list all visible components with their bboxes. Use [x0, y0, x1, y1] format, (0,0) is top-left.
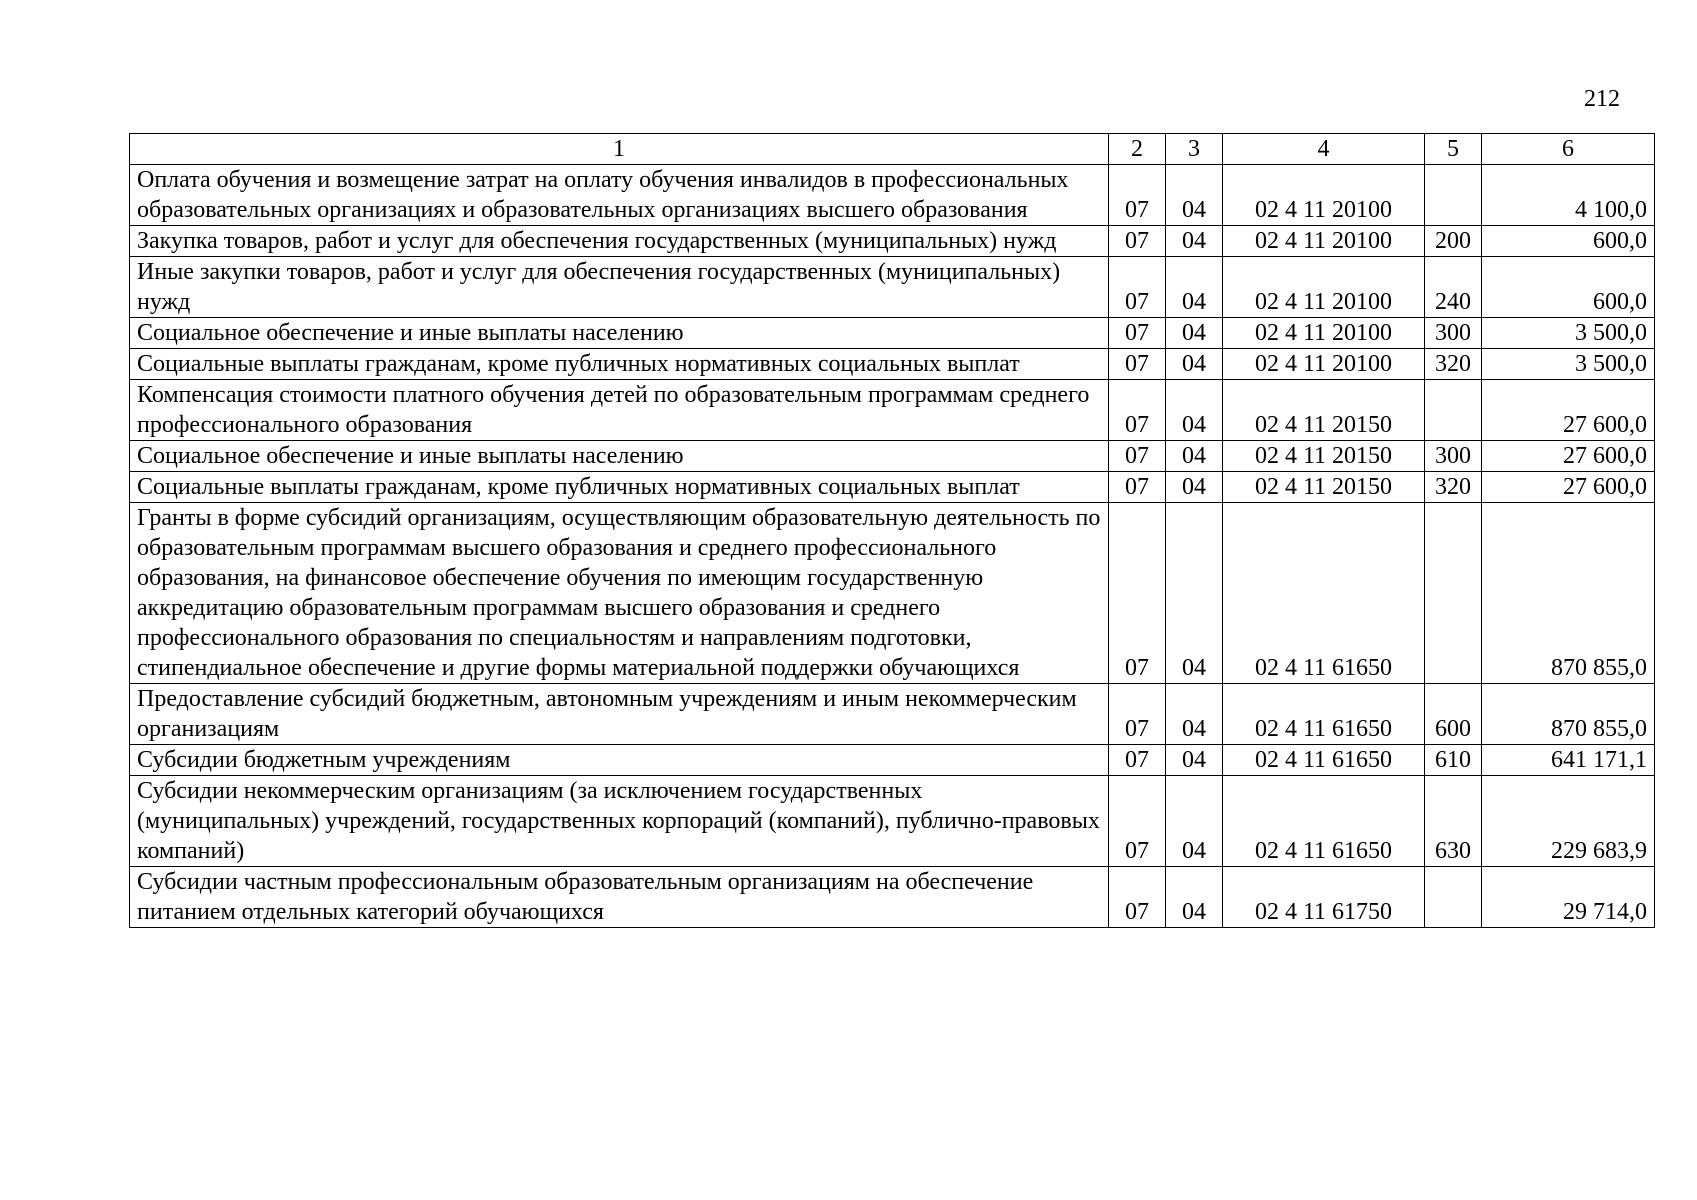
row-target-article: 02 4 11 20100 — [1223, 165, 1425, 226]
row-target-article: 02 4 11 20150 — [1223, 441, 1425, 472]
row-name: Субсидии некоммерческим организациям (за исключением государственных (муниципальных) учреждений, государственных корпораций (компаний), публично-правовых компаний) — [130, 776, 1109, 867]
table-row — [130, 776, 1655, 867]
table-row — [130, 684, 1655, 745]
table-row — [130, 257, 1655, 318]
row-expense-type: 320 — [1425, 349, 1482, 380]
row-section: 07 — [1109, 684, 1166, 745]
row-section: 07 — [1109, 745, 1166, 776]
row-target-article: 02 4 11 61650 — [1223, 684, 1425, 745]
row-section: 07 — [1109, 226, 1166, 257]
row-name: Социальные выплаты гражданам, кроме публичных нормативных социальных выплат — [130, 472, 1109, 503]
table-row — [130, 318, 1655, 349]
row-target-article: 02 4 11 61650 — [1223, 503, 1425, 684]
row-amount: 27 600,0 — [1482, 380, 1655, 441]
row-target-article: 02 4 11 20150 — [1223, 380, 1425, 441]
table-row — [130, 441, 1655, 472]
row-section: 07 — [1109, 257, 1166, 318]
row-subsection: 04 — [1166, 776, 1223, 867]
row-amount: 3 500,0 — [1482, 349, 1655, 380]
row-target-article: 02 4 11 20100 — [1223, 318, 1425, 349]
row-amount: 600,0 — [1482, 257, 1655, 318]
header-cell-2: 2 — [1109, 134, 1166, 165]
row-name: Иные закупки товаров, работ и услуг для обеспечения государственных (муниципальных) нужд — [130, 257, 1109, 318]
row-subsection: 04 — [1166, 349, 1223, 380]
table-row — [130, 380, 1655, 441]
row-amount: 27 600,0 — [1482, 441, 1655, 472]
table-row — [130, 165, 1655, 226]
row-name: Предоставление субсидий бюджетным, автономным учреждениям и иным некоммерческим организациям — [130, 684, 1109, 745]
row-expense-type: 610 — [1425, 745, 1482, 776]
row-section: 07 — [1109, 441, 1166, 472]
header-cell-6: 6 — [1482, 134, 1655, 165]
table-row — [130, 745, 1655, 776]
row-amount: 27 600,0 — [1482, 472, 1655, 503]
row-name: Гранты в форме субсидий организациям, осуществляющим образовательную деятельность по образовательным программам высшего образования и среднего профессионального образования, на финансовое обеспечение обучения по имеющим государственную аккредитацию образовательным программам высшего образования и среднего профессионального образования по специальностям и направлениям подготовки, стипендиальное обеспечение и другие формы материальной поддержки обучающихся — [130, 503, 1109, 684]
row-amount: 4 100,0 — [1482, 165, 1655, 226]
row-subsection: 04 — [1166, 867, 1223, 928]
row-subsection: 04 — [1166, 684, 1223, 745]
table-row — [130, 472, 1655, 503]
header-cell-3: 3 — [1166, 134, 1223, 165]
row-section: 07 — [1109, 165, 1166, 226]
row-target-article: 02 4 11 61650 — [1223, 776, 1425, 867]
row-subsection: 04 — [1166, 380, 1223, 441]
row-subsection: 04 — [1166, 257, 1223, 318]
row-expense-type: 630 — [1425, 776, 1482, 867]
row-expense-type: 200 — [1425, 226, 1482, 257]
row-expense-type: 240 — [1425, 257, 1482, 318]
row-target-article: 02 4 11 20100 — [1223, 257, 1425, 318]
row-amount: 870 855,0 — [1482, 503, 1655, 684]
row-section: 07 — [1109, 503, 1166, 684]
row-section: 07 — [1109, 380, 1166, 441]
row-amount: 600,0 — [1482, 226, 1655, 257]
row-expense-type: 300 — [1425, 318, 1482, 349]
row-target-article: 02 4 11 61750 — [1223, 867, 1425, 928]
header-cell-1: 1 — [130, 134, 1109, 165]
row-name: Компенсация стоимости платного обучения детей по образовательным программам среднего профессионального образования — [130, 380, 1109, 441]
row-target-article: 02 4 11 61650 — [1223, 745, 1425, 776]
row-expense-type: 320 — [1425, 472, 1482, 503]
header-cell-5: 5 — [1425, 134, 1482, 165]
row-section: 07 — [1109, 318, 1166, 349]
row-amount: 641 171,1 — [1482, 745, 1655, 776]
row-expense-type — [1425, 165, 1482, 226]
row-name: Субсидии частным профессиональным образовательным организациям на обеспечение питанием отдельных категорий обучающихся — [130, 867, 1109, 928]
row-expense-type — [1425, 503, 1482, 684]
row-subsection: 04 — [1166, 441, 1223, 472]
row-name: Оплата обучения и возмещение затрат на оплату обучения инвалидов в профессиональных образовательных организациях и образовательных организациях высшего образования — [130, 165, 1109, 226]
row-amount: 3 500,0 — [1482, 318, 1655, 349]
row-name: Социальные выплаты гражданам, кроме публичных нормативных социальных выплат — [130, 349, 1109, 380]
row-section: 07 — [1109, 349, 1166, 380]
row-expense-type — [1425, 380, 1482, 441]
row-expense-type: 600 — [1425, 684, 1482, 745]
row-subsection: 04 — [1166, 318, 1223, 349]
row-amount: 29 714,0 — [1482, 867, 1655, 928]
row-subsection: 04 — [1166, 226, 1223, 257]
row-name: Субсидии бюджетным учреждениям — [130, 745, 1109, 776]
row-section: 07 — [1109, 776, 1166, 867]
row-target-article: 02 4 11 20100 — [1223, 349, 1425, 380]
row-subsection: 04 — [1166, 503, 1223, 684]
row-subsection: 04 — [1166, 472, 1223, 503]
table-row — [130, 867, 1655, 928]
row-name: Социальное обеспечение и иные выплаты населению — [130, 318, 1109, 349]
row-target-article: 02 4 11 20150 — [1223, 472, 1425, 503]
header-cell-4: 4 — [1223, 134, 1425, 165]
table-row — [130, 349, 1655, 380]
row-amount: 870 855,0 — [1482, 684, 1655, 745]
row-subsection: 04 — [1166, 745, 1223, 776]
page-number: 212 — [1584, 86, 1620, 112]
budget-table — [129, 133, 1655, 928]
row-section: 07 — [1109, 472, 1166, 503]
table-row — [130, 503, 1655, 684]
table-row — [130, 226, 1655, 257]
row-expense-type: 300 — [1425, 441, 1482, 472]
row-target-article: 02 4 11 20100 — [1223, 226, 1425, 257]
row-name: Социальное обеспечение и иные выплаты населению — [130, 441, 1109, 472]
table-header-row — [130, 134, 1655, 165]
row-section: 07 — [1109, 867, 1166, 928]
row-amount: 229 683,9 — [1482, 776, 1655, 867]
row-name: Закупка товаров, работ и услуг для обеспечения государственных (муниципальных) нужд — [130, 226, 1109, 257]
row-subsection: 04 — [1166, 165, 1223, 226]
row-expense-type — [1425, 867, 1482, 928]
